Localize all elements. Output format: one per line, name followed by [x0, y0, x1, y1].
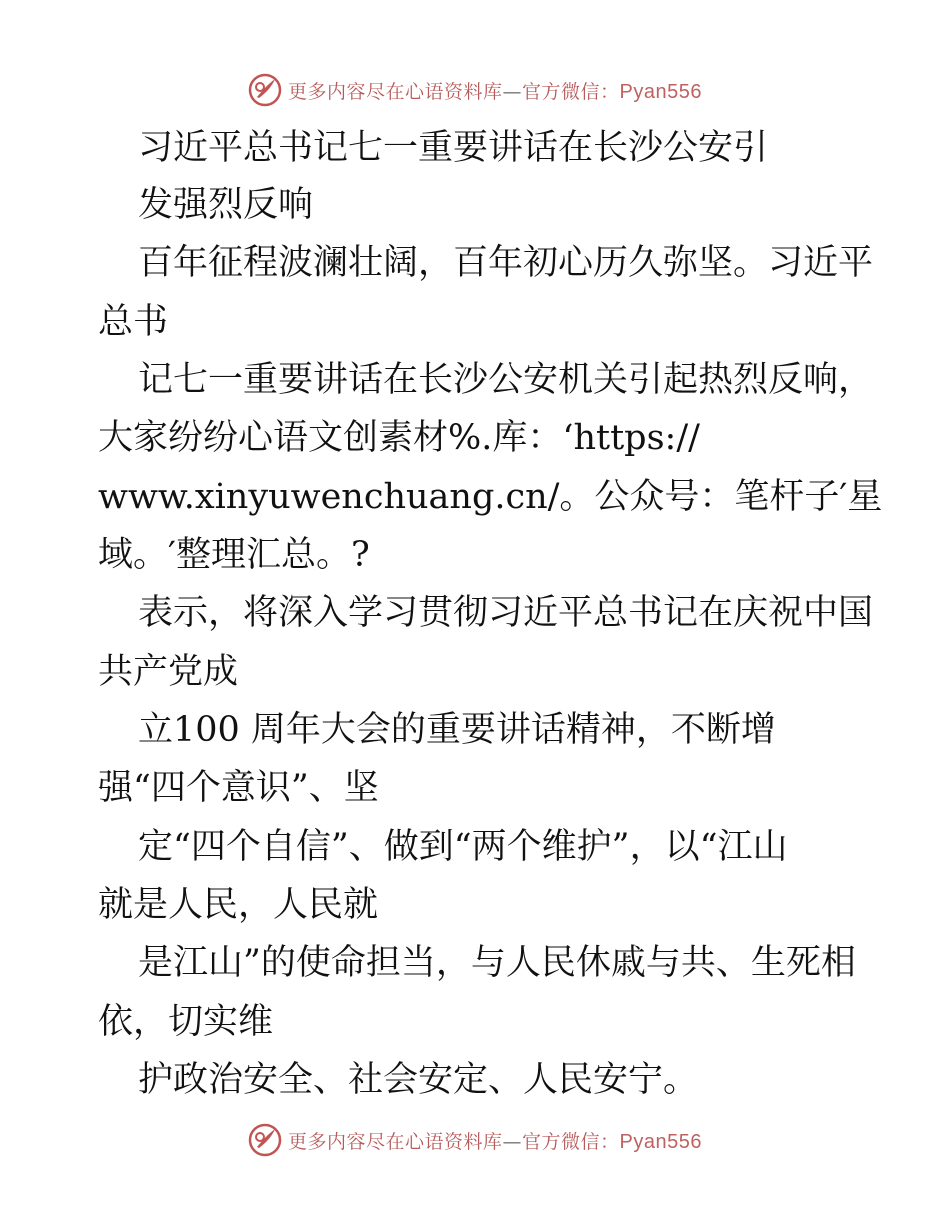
body-line: 是江山”的使命担当，与人民休戚与共、生死相: [138, 943, 856, 983]
banner-text: 更多内容尽在心语资料库—官方微信：Pyan556: [288, 80, 702, 103]
title-line-1: 习近平总书记七一重要讲话在长沙公安引: [138, 128, 769, 168]
body-line: 百年征程波澜壮阔，百年初心历久弥坚。习近平: [138, 243, 874, 283]
body-line: 强“四个意识”、坚: [98, 768, 379, 808]
body-line: 总书: [98, 302, 169, 342]
body-line: 依，切实维: [98, 1002, 274, 1042]
body-line: 表示，将深入学习贯彻习近平总书记在庆祝中国: [138, 593, 874, 633]
title-line-2: 发强烈反响: [138, 185, 314, 225]
body-line: 定“四个自信”、做到“两个维护”，以“江山: [138, 827, 788, 867]
body-line: 就是人民，人民就: [98, 885, 379, 925]
body-line: 域。′整理汇总。?: [98, 535, 370, 575]
body-line: www.xinyuwenchuang.cn/。公众号：笔杆子′星: [98, 477, 883, 517]
banner-text: 更多内容尽在心语资料库—官方微信：Pyan556: [288, 1130, 702, 1153]
body-line: 记七一重要讲话在长沙公安机关引起热烈反响，: [138, 360, 874, 400]
quill-logo-icon: [248, 1123, 282, 1157]
body-line: 立100 周年大会的重要讲话精神，不断增: [138, 710, 776, 750]
body-line: 共产党成: [98, 652, 239, 692]
body-line: 大家纷纷心语文创素材%.库：‘https://: [98, 418, 700, 458]
footer-banner: [0, 1120, 950, 1160]
body-line: 护政治安全、社会安定、人民安宁。: [138, 1060, 699, 1100]
